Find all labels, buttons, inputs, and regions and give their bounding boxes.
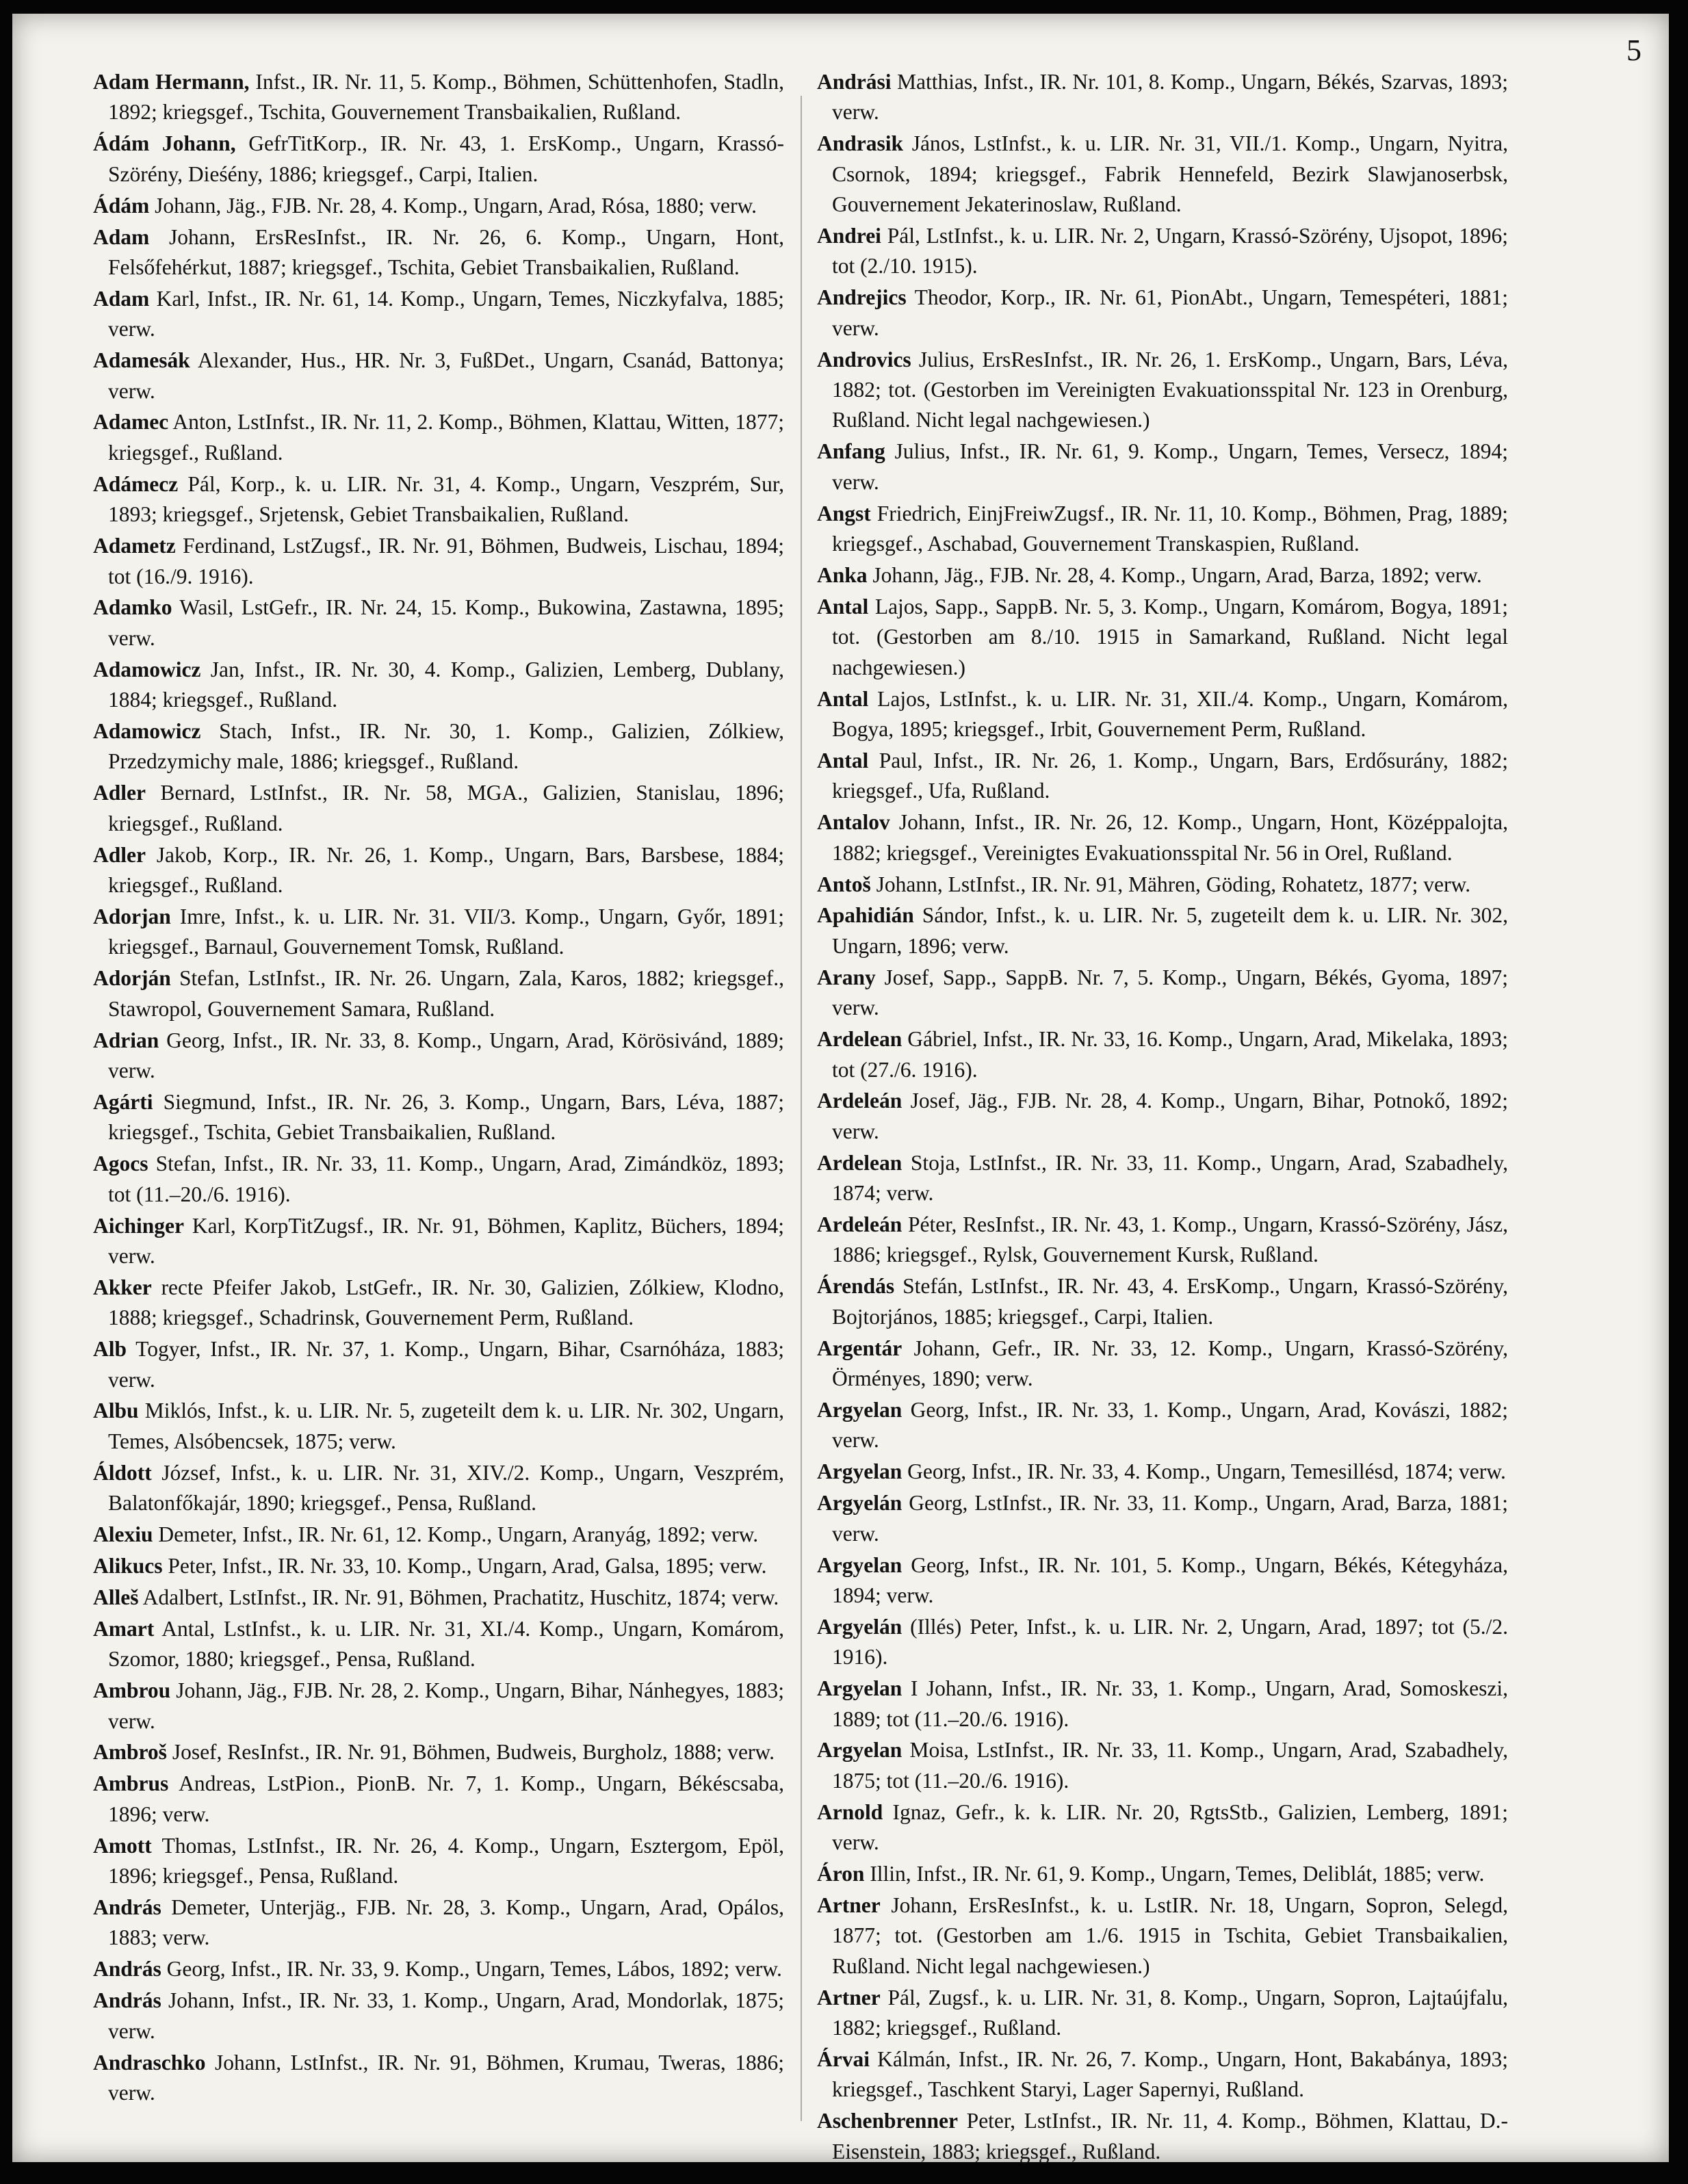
register-entry bbox=[93, 1211, 784, 1272]
entry-details: Lajos, LstInfst., k. u. LIR. Nr. 31, XII./4. Komp., Ungarn, Komárom, Bogya, 1895; kriegsgef., Irbit, Gouvernement Perm, Rußland. bbox=[832, 686, 1508, 742]
register-entry bbox=[817, 560, 1508, 590]
register-entry bbox=[93, 778, 784, 839]
entry-details: Alexander, Hus., HR. Nr. 3, FußDet., Ungarn, Csanád, Battonya; verw. bbox=[108, 348, 784, 403]
register-entry bbox=[93, 284, 784, 345]
entry-surname: Adamowicz bbox=[93, 657, 201, 681]
entry-surname: Ambrus bbox=[93, 1771, 169, 1796]
register-entry bbox=[817, 1334, 1508, 1394]
left-column bbox=[93, 67, 784, 2109]
entry-details: Andreas, LstPion., PionB. Nr. 7, 1. Komp., Ungarn, Békéscsaba, 1896; verw. bbox=[108, 1771, 784, 1826]
entry-surname: Andrasik bbox=[817, 131, 904, 156]
entry-details: Infst., IR. Nr. 11, 5. Komp., Böhmen, Schüttenhofen, Stadln, 1892; kriegsgef., Tschita, Gouvernement Transbaikalien, Rußland. bbox=[108, 70, 785, 125]
entry-details: Peter, Infst., IR. Nr. 33, 10. Komp., Ungarn, Arad, Galsa, 1895; verw. bbox=[162, 1554, 767, 1578]
document-page bbox=[12, 14, 1669, 2162]
entry-details: Johann, Jäg., FJB. Nr. 28, 4. Komp., Ungarn, Arad, Barza, 1892; verw. bbox=[867, 563, 1482, 587]
entry-details: I Johann, Infst., IR. Nr. 33, 1. Komp., Ungarn, Arad, Somoskeszi, 1889; tot (11.–20./6. 1916). bbox=[832, 1676, 1508, 1731]
register-entry bbox=[817, 1395, 1508, 1456]
entry-surname: Ambroš bbox=[93, 1740, 167, 1765]
entry-surname: Akker bbox=[93, 1275, 152, 1299]
entry-surname: Ambrou bbox=[93, 1678, 171, 1703]
register-entry bbox=[93, 716, 784, 777]
register-entry bbox=[93, 1520, 784, 1550]
entry-details: Georg, Infst., IR. Nr. 33, 9. Komp., Ungarn, Temes, Lábos, 1892; verw. bbox=[161, 1957, 782, 1981]
entry-details: József, Infst., k. u. LIR. Nr. 31, XIV./2. Komp., Ungarn, Veszprém, Balatonfőkajár, 1890; kriegsgef., Pensa, Rußland. bbox=[108, 1460, 784, 1516]
register-entry bbox=[93, 1551, 784, 1581]
entry-surname: Argyelán bbox=[817, 1491, 903, 1516]
entry-details: Kálmán, Infst., IR. Nr. 26, 7. Komp., Ungarn, Hont, Bakabánya, 1893; kriegsgef., Taschkent Staryi, Lager Sapernyi, Rußland. bbox=[832, 2047, 1508, 2102]
entry-surname: Antal bbox=[817, 594, 869, 619]
entry-details: Josef, Sapp., SappB. Nr. 7, 5. Komp., Ungarn, Békés, Gyoma, 1897; verw. bbox=[832, 965, 1508, 1020]
register-entry bbox=[93, 1087, 784, 1148]
entry-details: (Illés) Peter, Infst., k. u. LIR. Nr. 2, Ungarn, Arad, 1897; tot (5./2. 1916). bbox=[832, 1614, 1508, 1669]
entry-surname: Ardelean bbox=[817, 1027, 903, 1052]
register-entry bbox=[817, 1086, 1508, 1147]
entry-surname: Argentár bbox=[817, 1336, 903, 1360]
entry-surname: Adamesák bbox=[93, 348, 190, 373]
register-entry bbox=[817, 1488, 1508, 1549]
entry-surname: Amott bbox=[93, 1833, 152, 1858]
register-entry bbox=[93, 407, 784, 468]
entry-surname: Antal bbox=[817, 686, 869, 711]
register-entry bbox=[93, 840, 784, 901]
entry-details: Johann, Infst., IR. Nr. 26, 12. Komp., Ungarn, Hont, Középpalojta, 1882; kriegsgef., Vereinigtes Evakuationsspital Nr. 56 in Orel, Rußland. bbox=[832, 810, 1508, 865]
register-entry bbox=[817, 1890, 1508, 1981]
register-entry bbox=[93, 1737, 784, 1767]
entry-surname: Angst bbox=[817, 501, 871, 525]
page-number: 5 bbox=[1626, 34, 1641, 67]
register-entry bbox=[817, 746, 1508, 807]
entry-details: Stefán, LstInfst., IR. Nr. 43, 4. ErsKomp., Ungarn, Krassó-Szörény, Bojtorjános, 1885; kriegsgef., Carpi, Italien. bbox=[832, 1274, 1508, 1329]
entry-surname: Adler bbox=[93, 781, 146, 805]
register-entry bbox=[93, 1954, 784, 1984]
entry-details: Stefan, LstInfst., IR. Nr. 26. Ungarn, Zala, Karos, 1882; kriegsgef., Stawropol, Gouvernement Samara, Rußland. bbox=[108, 966, 784, 1021]
register-entry bbox=[817, 67, 1508, 128]
register-entry bbox=[93, 191, 784, 221]
register-entry bbox=[93, 129, 784, 190]
entry-details: Sándor, Infst., k. u. LIR. Nr. 5, zugeteilt dem k. u. LIR. Nr. 302, Ungarn, 1896; verw. bbox=[832, 903, 1508, 958]
entry-details: GefrTitKorp., IR. Nr. 43, 1. ErsKomp., Ungarn, Krassó-Szörény, Dieśény, 1886; kriegsgef., Carpi, Italien. bbox=[108, 131, 784, 186]
entry-surname: Andrei bbox=[817, 224, 881, 248]
entry-details: Johann, Jäg., FJB. Nr. 28, 4. Komp., Ungarn, Arad, Rósa, 1880; verw. bbox=[149, 193, 757, 218]
register-entry bbox=[817, 1271, 1508, 1332]
entry-details: Ferdinand, LstZugsf., IR. Nr. 91, Böhmen, Budweis, Lischau, 1894; tot (16./9. 1916). bbox=[108, 534, 784, 588]
entry-details: Karl, Infst., IR. Nr. 61, 14. Komp., Ungarn, Temes, Niczkyfalva, 1885; verw. bbox=[108, 286, 784, 341]
register-entry bbox=[93, 593, 784, 653]
entry-surname: Adamec bbox=[93, 410, 169, 434]
entry-details: Georg, Infst., IR. Nr. 33, 8. Komp., Ungarn, Arad, Körösivánd, 1889; verw. bbox=[108, 1028, 784, 1082]
entry-details: Lajos, Sapp., SappB. Nr. 5, 3. Komp., Ungarn, Komárom, Bogya, 1891; tot. (Gestorben am 8./10. 1915 in Samarkand, Rußland. Nicht legal nachgewiesen.) bbox=[832, 594, 1508, 679]
register-entry bbox=[817, 1024, 1508, 1085]
register-entry bbox=[93, 1273, 784, 1334]
register-entry bbox=[817, 1210, 1508, 1271]
entry-details: Josef, ResInfst., IR. Nr. 91, Böhmen, Budweis, Burgholz, 1888; verw. bbox=[166, 1740, 775, 1765]
entry-surname: Artner bbox=[817, 1893, 881, 1917]
entry-details: Anton, LstInfst., IR. Nr. 11, 2. Komp., Böhmen, Klattau, Witten, 1877; kriegsgef., Rußland. bbox=[108, 410, 784, 465]
entry-surname: Agárti bbox=[93, 1089, 153, 1114]
register-entry bbox=[817, 129, 1508, 220]
entry-details: Johann, Gefr., IR. Nr. 33, 12. Komp., Ungarn, Krassó-Szörény, Örményes, 1890; verw. bbox=[832, 1336, 1508, 1391]
register-entry bbox=[817, 1674, 1508, 1734]
entry-details: Imre, Infst., k. u. LIR. Nr. 31. VII/3. Komp., Ungarn, Győr, 1891; kriegsgef., Barnaul, Gouvernement Tomsk, Rußland. bbox=[108, 904, 784, 959]
entry-surname: Antoš bbox=[817, 872, 871, 896]
entry-details: Johann, ErsResInfst., IR. Nr. 26, 6. Komp., Ungarn, Hont, Felsőfehérkut, 1887; kriegsgef., Tschita, Gebiet Transbaikalien, Rußland. bbox=[108, 224, 784, 279]
register-entry bbox=[93, 531, 784, 592]
entry-details: Antal, LstInfst., k. u. LIR. Nr. 31, XI./4. Komp., Ungarn, Komárom, Szomor, 1880; kriegsgef., Pensa, Rußland. bbox=[108, 1616, 784, 1672]
entry-details: Wasil, LstGefr., IR. Nr. 24, 15. Komp., Bukowina, Zastawna, 1895; verw. bbox=[108, 595, 784, 650]
register-entry bbox=[93, 1149, 784, 1210]
entry-surname: Andrejics bbox=[817, 285, 907, 310]
right-column bbox=[817, 67, 1508, 2168]
entry-details: Josef, Jäg., FJB. Nr. 28, 4. Komp., Ungarn, Bihar, Potnokő, 1892; verw. bbox=[832, 1089, 1508, 1143]
entry-surname: Arany bbox=[817, 965, 876, 989]
register-entry bbox=[93, 67, 784, 128]
register-entry bbox=[93, 655, 784, 716]
register-entry bbox=[817, 870, 1508, 900]
entry-surname: Ardeleán bbox=[817, 1089, 903, 1113]
entry-surname: Alikucs bbox=[93, 1554, 163, 1578]
entry-details: Stefan, Infst., IR. Nr. 33, 11. Komp., Ungarn, Arad, Zimándköz, 1893; tot (11.–20./6. 1916). bbox=[108, 1152, 784, 1206]
entry-surname: Andraschko bbox=[93, 2050, 206, 2075]
entry-surname: Áron bbox=[817, 1862, 865, 1886]
entry-details: Demeter, Infst., IR. Nr. 61, 12. Komp., Ungarn, Aranyág, 1892; verw. bbox=[153, 1522, 759, 1547]
entry-details: recte Pfeifer Jakob, LstGefr., IR. Nr. 30, Galizien, Zólkiew, Klodno, 1888; kriegsgef., Schadrinsk, Gouvernement Perm, Rußland. bbox=[108, 1275, 784, 1330]
entry-surname: Albu bbox=[93, 1399, 139, 1423]
entry-details: Pál, Zugsf., k. u. LIR. Nr. 31, 8. Komp., Ungarn, Sopron, Lajtaújfalu, 1882; kriegsgef., Rußland. bbox=[832, 1985, 1508, 2040]
entry-surname: Ardeleán bbox=[817, 1212, 903, 1237]
entry-surname: Alleš bbox=[93, 1585, 139, 1609]
entry-surname: Adam bbox=[93, 224, 150, 249]
register-entry bbox=[817, 345, 1508, 436]
entry-details: Miklós, Infst., k. u. LIR. Nr. 5, zugeteilt dem k. u. LIR. Nr. 302, Ungarn, Temes, Alsóbencsek, 1875; verw. bbox=[108, 1399, 784, 1453]
register-entry bbox=[817, 1457, 1508, 1487]
register-entry bbox=[93, 469, 784, 530]
register-entry bbox=[93, 902, 784, 963]
entry-details: Stoja, LstInfst., IR. Nr. 33, 11. Komp., Ungarn, Arad, Szabadhely, 1874; verw. bbox=[832, 1150, 1508, 1206]
entry-details: Adalbert, LstInfst., IR. Nr. 91, Böhmen, Prachatitz, Huschitz, 1874; verw. bbox=[138, 1585, 779, 1609]
entry-details: Theodor, Korp., IR. Nr. 61, PionAbt., Ungarn, Temespéteri, 1881; verw. bbox=[832, 285, 1508, 340]
register-entry bbox=[817, 1859, 1508, 1889]
entry-details: Gábriel, Infst., IR. Nr. 33, 16. Komp., Ungarn, Arad, Mikelaka, 1893; tot (27./6. 1916). bbox=[832, 1027, 1508, 1082]
entry-surname: Ardelean bbox=[817, 1150, 903, 1175]
register-entry bbox=[93, 1831, 784, 1892]
entry-surname: Apahidián bbox=[817, 903, 914, 928]
entry-details: Matthias, Infst., IR. Nr. 101, 8. Komp., Ungarn, Békés, Szarvas, 1893; verw. bbox=[832, 70, 1508, 125]
entry-surname: Alb bbox=[93, 1337, 127, 1362]
entry-surname: Árendás bbox=[817, 1274, 895, 1299]
entry-surname: András bbox=[93, 1957, 161, 1981]
entry-surname: Alexiu bbox=[93, 1522, 153, 1547]
entry-surname: Argyelan bbox=[817, 1552, 903, 1577]
register-entry bbox=[93, 346, 784, 406]
register-entry bbox=[817, 1148, 1508, 1209]
register-entry bbox=[93, 1583, 784, 1613]
register-entry bbox=[93, 1769, 784, 1830]
entry-surname: Andrási bbox=[817, 70, 892, 94]
register-entry bbox=[817, 221, 1508, 282]
register-entry bbox=[93, 1396, 784, 1457]
entry-details: Jakob, Korp., IR. Nr. 26, 1. Komp., Ungarn, Bars, Barsbese, 1884; kriegsgef., Rußland. bbox=[108, 842, 784, 898]
entry-details: Stach, Infst., IR. Nr. 30, 1. Komp., Galizien, Zólkiew, Przedzymichy male, 1886; kriegsgef., Rußland. bbox=[108, 719, 784, 774]
entry-surname: Aichinger bbox=[93, 1213, 184, 1238]
register-entry bbox=[817, 1983, 1508, 2044]
entry-details: Johann, Infst., IR. Nr. 33, 1. Komp., Ungarn, Arad, Mondorlak, 1875; verw. bbox=[108, 1988, 784, 2043]
entry-details: Bernard, LstInfst., IR. Nr. 58, MGA., Galizien, Stanislau, 1896; kriegsgef., Rußland. bbox=[108, 781, 784, 835]
entry-details: Pál, Korp., k. u. LIR. Nr. 31, 4. Komp., Ungarn, Veszprém, Sur, 1893; kriegsgef., Srjetensk, Gebiet Transbaikalien, Rußland. bbox=[108, 471, 784, 527]
register-entry bbox=[817, 2106, 1508, 2167]
register-entry bbox=[93, 1676, 784, 1737]
register-entry bbox=[93, 1458, 784, 1519]
entry-details: Johann, Jäg., FJB. Nr. 28, 2. Komp., Ungarn, Bihar, Nánhegyes, 1883; verw. bbox=[108, 1678, 784, 1733]
entry-surname: Argyelan bbox=[817, 1459, 903, 1484]
entry-surname: Argyelan bbox=[817, 1397, 903, 1422]
entry-surname: Amart bbox=[93, 1616, 155, 1641]
entry-details: Johann, LstInfst., IR. Nr. 91, Mähren, Göding, Rohatetz, 1877; verw. bbox=[870, 872, 1471, 896]
column-divider bbox=[801, 96, 802, 2121]
entry-surname: Adamowicz bbox=[93, 719, 201, 744]
entry-details: Karl, KorpTitZugsf., IR. Nr. 91, Böhmen, Kaplitz, Büchers, 1894; verw. bbox=[108, 1213, 784, 1268]
register-entry bbox=[93, 1334, 784, 1395]
register-entry bbox=[817, 1797, 1508, 1858]
entry-surname: Antalov bbox=[817, 810, 890, 835]
entry-surname: Argyelan bbox=[817, 1738, 903, 1763]
register-entry bbox=[817, 592, 1508, 683]
entry-surname: Adler bbox=[93, 842, 146, 867]
entry-details: Ignaz, Gefr., k. k. LIR. Nr. 20, RgtsStb., Galizien, Lemberg, 1891; verw. bbox=[832, 1799, 1508, 1855]
entry-surname: Anka bbox=[817, 563, 868, 587]
entry-surname: Adam Hermann, bbox=[93, 70, 250, 94]
entry-surname: András bbox=[93, 1895, 161, 1919]
entry-surname: Adorján bbox=[93, 966, 171, 991]
register-entry bbox=[817, 807, 1508, 868]
register-entry bbox=[817, 437, 1508, 497]
entry-details: János, LstInfst., k. u. LIR. Nr. 31, VII./1. Komp., Ungarn, Nyitra, Csornok, 1894; kriegsgef., Fabrik Hennefeld, Bezirk Slawjanoserbsk, Gouvernement Jekaterinoslaw, Rußland. bbox=[832, 131, 1508, 217]
register-entry bbox=[93, 1986, 784, 2046]
register-entry bbox=[93, 2048, 784, 2109]
entry-surname: Adámecz bbox=[93, 471, 179, 496]
entry-details: Illin, Infst., IR. Nr. 61, 9. Komp., Ungarn, Temes, Deliblát, 1885; verw. bbox=[864, 1862, 1485, 1886]
register-entry bbox=[93, 963, 784, 1024]
entry-surname: Arnold bbox=[817, 1799, 883, 1824]
register-entry bbox=[817, 283, 1508, 343]
register-entry bbox=[817, 1612, 1508, 1673]
register-entry bbox=[817, 1735, 1508, 1796]
entry-details: Julius, ErsResInfst., IR. Nr. 26, 1. ErsKomp., Ungarn, Bars, Léva, 1882; tot. (Gestorben im Vereinigten Evakuationsspital Nr. 123 in Orenburg, Rußland. Nicht legal nachgewiesen.) bbox=[832, 347, 1508, 432]
entry-details: Siegmund, Infst., IR. Nr. 26, 3. Komp., Ungarn, Bars, Léva, 1887; kriegsgef., Tschita, Gebiet Transbaikalien, Rußland. bbox=[108, 1089, 784, 1145]
entry-surname: Adorjan bbox=[93, 904, 171, 928]
entry-surname: Antal bbox=[817, 748, 869, 772]
entry-surname: András bbox=[93, 1988, 161, 2013]
entry-surname: Aschenbrenner bbox=[817, 2109, 958, 2133]
entry-details: Paul, Infst., IR. Nr. 26, 1. Komp., Ungarn, Bars, Erdősurány, 1882; kriegsgef., Ufa, Rußland. bbox=[832, 748, 1508, 803]
entry-surname: Áldott bbox=[93, 1460, 152, 1485]
register-entry bbox=[93, 1893, 784, 1953]
register-entry bbox=[93, 1026, 784, 1087]
register-entry bbox=[817, 900, 1508, 961]
entry-surname: Adam bbox=[93, 286, 150, 311]
entry-details: Pál, LstInfst., k. u. LIR. Nr. 2, Ungarn, Krassó-Szörény, Ujsopot, 1896; tot (2./10. 1915). bbox=[832, 224, 1508, 278]
entry-surname: Árvai bbox=[817, 2047, 870, 2071]
entry-surname: Anfang bbox=[817, 439, 885, 464]
entry-details: Georg, Infst., IR. Nr. 33, 4. Komp., Ungarn, Temesillésd, 1874; verw. bbox=[902, 1459, 1506, 1484]
register-entry bbox=[817, 684, 1508, 745]
entry-details: Johann, ErsResInfst., k. u. LstIR. Nr. 18, Ungarn, Sopron, Selegd, 1877; tot. (Gestorben am 1./6. 1915 in Tschita, Gebiet Transbaikalien, Rußland. Nicht legal nachgewiesen.) bbox=[832, 1893, 1508, 1978]
register-entry bbox=[93, 1614, 784, 1675]
entry-surname: Adametz bbox=[93, 534, 176, 558]
register-entry bbox=[93, 222, 784, 283]
entry-details: Julius, Infst., IR. Nr. 61, 9. Komp., Ungarn, Temes, Versecz, 1894; verw. bbox=[832, 439, 1508, 494]
entry-details: Georg, LstInfst., IR. Nr. 33, 11. Komp., Ungarn, Arad, Barza, 1881; verw. bbox=[832, 1491, 1508, 1546]
entry-details: Péter, ResInfst., IR. Nr. 43, 1. Komp., Ungarn, Krassó-Szörény, Jász, 1886; kriegsgef., Rylsk, Gouvernement Kursk, Rußland. bbox=[832, 1212, 1508, 1267]
entry-surname: Ádám bbox=[93, 193, 150, 218]
entry-surname: Ádám Johann, bbox=[93, 131, 236, 156]
entry-details: Georg, Infst., IR. Nr. 33, 1. Komp., Ungarn, Arad, Kovászi, 1882; verw. bbox=[832, 1397, 1508, 1453]
entry-details: Peter, LstInfst., IR. Nr. 11, 4. Komp., Böhmen, Klattau, D.-Eisenstein, 1883; kriegsgef., Rußland. bbox=[832, 2109, 1508, 2163]
entry-details: Thomas, LstInfst., IR. Nr. 26, 4. Komp., Ungarn, Esztergom, Epöl, 1896; kriegsgef., Pensa, Rußland. bbox=[108, 1833, 784, 1888]
entry-surname: Androvics bbox=[817, 347, 911, 372]
entry-details: Johann, LstInfst., IR. Nr. 91, Böhmen, Krumau, Tweras, 1886; verw. bbox=[108, 2050, 784, 2105]
entry-details: Jan, Infst., IR. Nr. 30, 4. Komp., Galizien, Lemberg, Dublany, 1884; kriegsgef., Rußland. bbox=[108, 657, 784, 712]
entry-details: Moisa, LstInfst., IR. Nr. 33, 11. Komp., Ungarn, Arad, Szabadhely, 1875; tot (11.–20./6. 1916). bbox=[832, 1738, 1508, 1793]
register-entry bbox=[817, 499, 1508, 560]
register-entry bbox=[817, 1550, 1508, 1611]
entry-surname: Agocs bbox=[93, 1152, 148, 1176]
entry-details: Togyer, Infst., IR. Nr. 37, 1. Komp., Ungarn, Bihar, Csarnóháza, 1883; verw. bbox=[108, 1337, 784, 1392]
entry-surname: Adamko bbox=[93, 595, 172, 620]
entry-details: Demeter, Unterjäg., FJB. Nr. 28, 3. Komp., Ungarn, Arad, Opálos, 1883; verw. bbox=[108, 1895, 784, 1950]
register-entry bbox=[817, 963, 1508, 1024]
entry-details: Georg, Infst., IR. Nr. 101, 5. Komp., Ungarn, Békés, Kétegyháza, 1894; verw. bbox=[832, 1552, 1508, 1607]
entry-surname: Argyelán bbox=[817, 1614, 903, 1639]
entry-surname: Argyelan bbox=[817, 1676, 903, 1701]
entry-surname: Artner bbox=[817, 1985, 881, 2010]
entry-details: Friedrich, EinjFreiwZugsf., IR. Nr. 11, 10. Komp., Böhmen, Prag, 1889; kriegsgef., Aschabad, Gouvernement Transkaspien, Rußland. bbox=[832, 501, 1508, 556]
register-entry bbox=[817, 2044, 1508, 2105]
entry-surname: Adrian bbox=[93, 1028, 159, 1052]
